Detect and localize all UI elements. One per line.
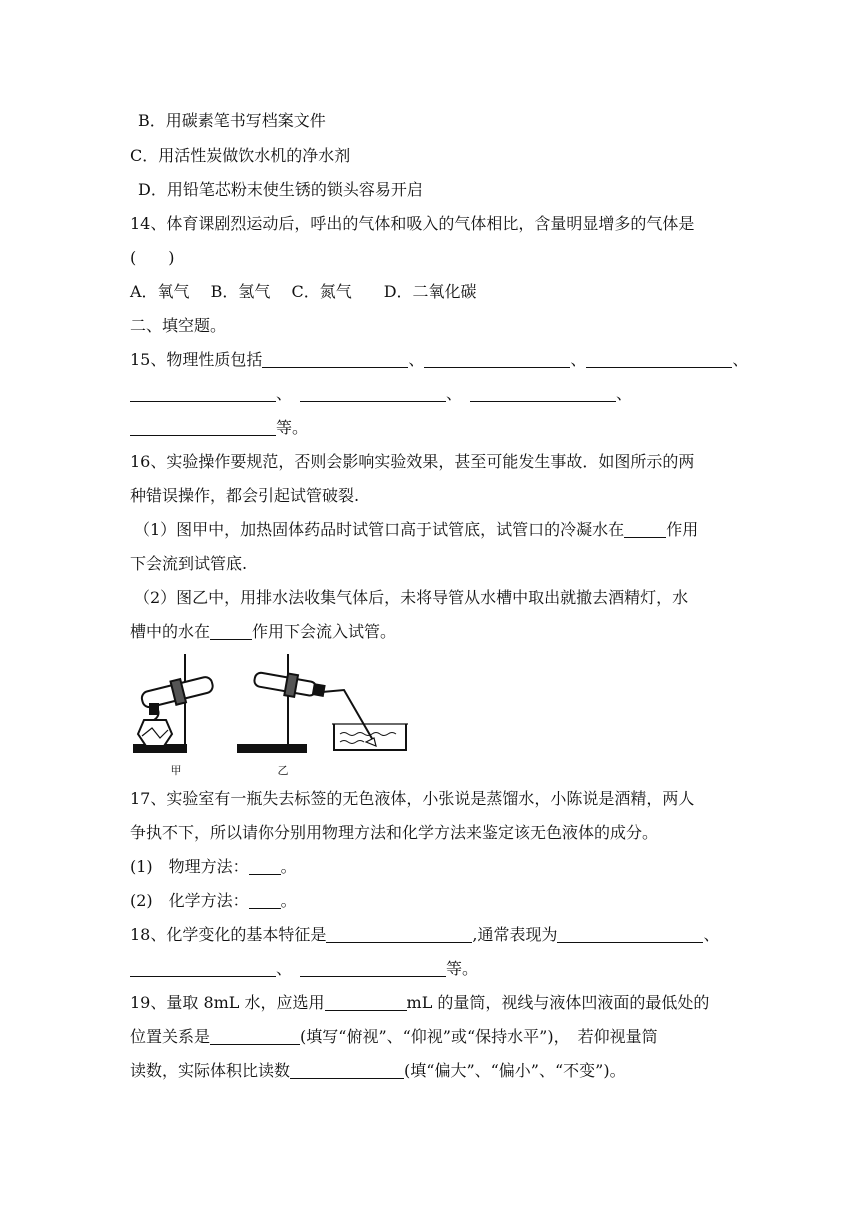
blank[interactable] [557,926,703,943]
q18-end: 等。 [446,959,479,978]
q16-part2: （2）图乙中，用排水法收集气体后，未将导管从水槽中取出就撤去酒精灯，水 [134,588,689,607]
blank[interactable] [300,960,446,977]
period: 。 [280,857,297,876]
section-title: 二、填空题。 [130,316,227,335]
sep: 、 [616,384,633,403]
option-b: B．用碳素笔书写档案文件 [138,111,326,130]
blank[interactable] [130,419,276,436]
blank[interactable] [130,385,276,402]
q19-line2 [130,1027,658,1047]
q17-a1: (1) 物理方法： [130,857,249,876]
blank[interactable] [586,351,732,368]
q16-part1 [134,520,698,540]
sep: 、 [408,350,425,369]
q15-end: 等。 [276,418,309,437]
q19-line3 [130,1061,626,1081]
sep: 、 [703,925,720,944]
q17-stem2: 争执不下，所以请你分别用物理方法和化学方法来鉴定该无色液体的成分。 [130,823,659,842]
apparatus-yi [238,654,408,752]
q19-l3a: 读数，实际体积比读数 [130,1061,291,1080]
option-d: D．用铅笔芯粉末使生锈的锁头容易开启 [138,180,423,199]
q17-a2: (2) 化学方法： [130,891,249,910]
blank[interactable] [210,623,252,640]
q16-part1-cont: 下会流到试管底. [130,554,248,573]
blank[interactable] [326,926,472,943]
q16-part2-cont [130,622,396,642]
figure-label-jia: 甲 [170,764,182,777]
q17-stem1: 17、实验室有一瓶失去标签的无色液体，小张说是蒸馏水，小陈说是酒精，两人 [130,789,695,808]
blank[interactable] [262,351,408,368]
sep: 、 [446,384,463,403]
blank[interactable] [624,521,666,538]
blank[interactable] [424,351,570,368]
q15-line3 [130,418,308,438]
q16-p1a: （1）图甲中，加热固体药品时试管口高于试管底，试管口的冷凝水在 [134,520,625,539]
lab-apparatus-figure [130,646,420,780]
q18-line2 [130,959,478,979]
q18-mid: ,通常表现为 [472,925,558,944]
blank[interactable] [325,994,407,1011]
stand-base [238,745,306,752]
blank[interactable] [210,1028,300,1045]
q17-answer1 [130,857,297,877]
q16-p2c: 作用下会流入试管。 [252,622,397,641]
q19-l1a: 19、量取 8mL 水，应选用 [130,993,325,1012]
q15-prefix: 15、物理性质包括 [130,350,263,369]
figure-label-yi: 乙 [277,764,289,777]
sep: 、 [276,959,293,978]
q16-p1b: 作用 [666,520,699,539]
sep: 、 [570,350,587,369]
sep: 、 [276,384,293,403]
q19-l2a: 位置关系是 [130,1027,211,1046]
blank[interactable] [470,385,616,402]
blank[interactable] [249,858,281,875]
q18-line1 [130,925,719,945]
period: 。 [280,891,297,910]
q19-l3b: (填“偏大”、“偏小”、“不变”)。 [404,1061,626,1080]
alcohol-lamp-jia [138,720,172,746]
q16-stem1: 16、实验操作要规范，否则会影响实验效果，甚至可能发生事故．如图所示的两 [130,452,695,471]
test-tube-yi [253,668,326,702]
q14-paren: ( ) [130,248,175,267]
q19-line1 [130,993,709,1013]
blank[interactable] [290,1062,404,1079]
q19-l2b: (填写“俯视”、“仰视”或“保持水平”)， 若仰视量筒 [300,1027,658,1046]
blank[interactable] [130,960,276,977]
option-c: C．用活性炭做饮水机的净水剂 [130,146,351,165]
apparatus-jia [134,654,215,752]
wick-jia [150,704,158,714]
q14-stem: 14、体育课剧烈运动后，呼出的气体和吸入的气体相比，含量明显增多的气体是 [130,214,695,233]
q17-answer2 [130,891,297,911]
sep: 、 [732,350,749,369]
q16-p2b: 槽中的水在 [130,622,211,641]
blank[interactable] [249,892,281,909]
q18-prefix: 18、化学变化的基本特征是 [130,925,327,944]
q15-line2 [130,384,632,404]
q19-l1b: mL 的量筒，视线与液体凹液面的最低处的 [406,993,710,1012]
blank[interactable] [300,385,446,402]
q14-options: A．氧气 B．氢气 C．氮气 D．二氧化碳 [130,282,477,301]
q15-line1 [130,350,748,370]
q16-stem2: 种错误操作，都会引起试管破裂. [130,486,360,505]
